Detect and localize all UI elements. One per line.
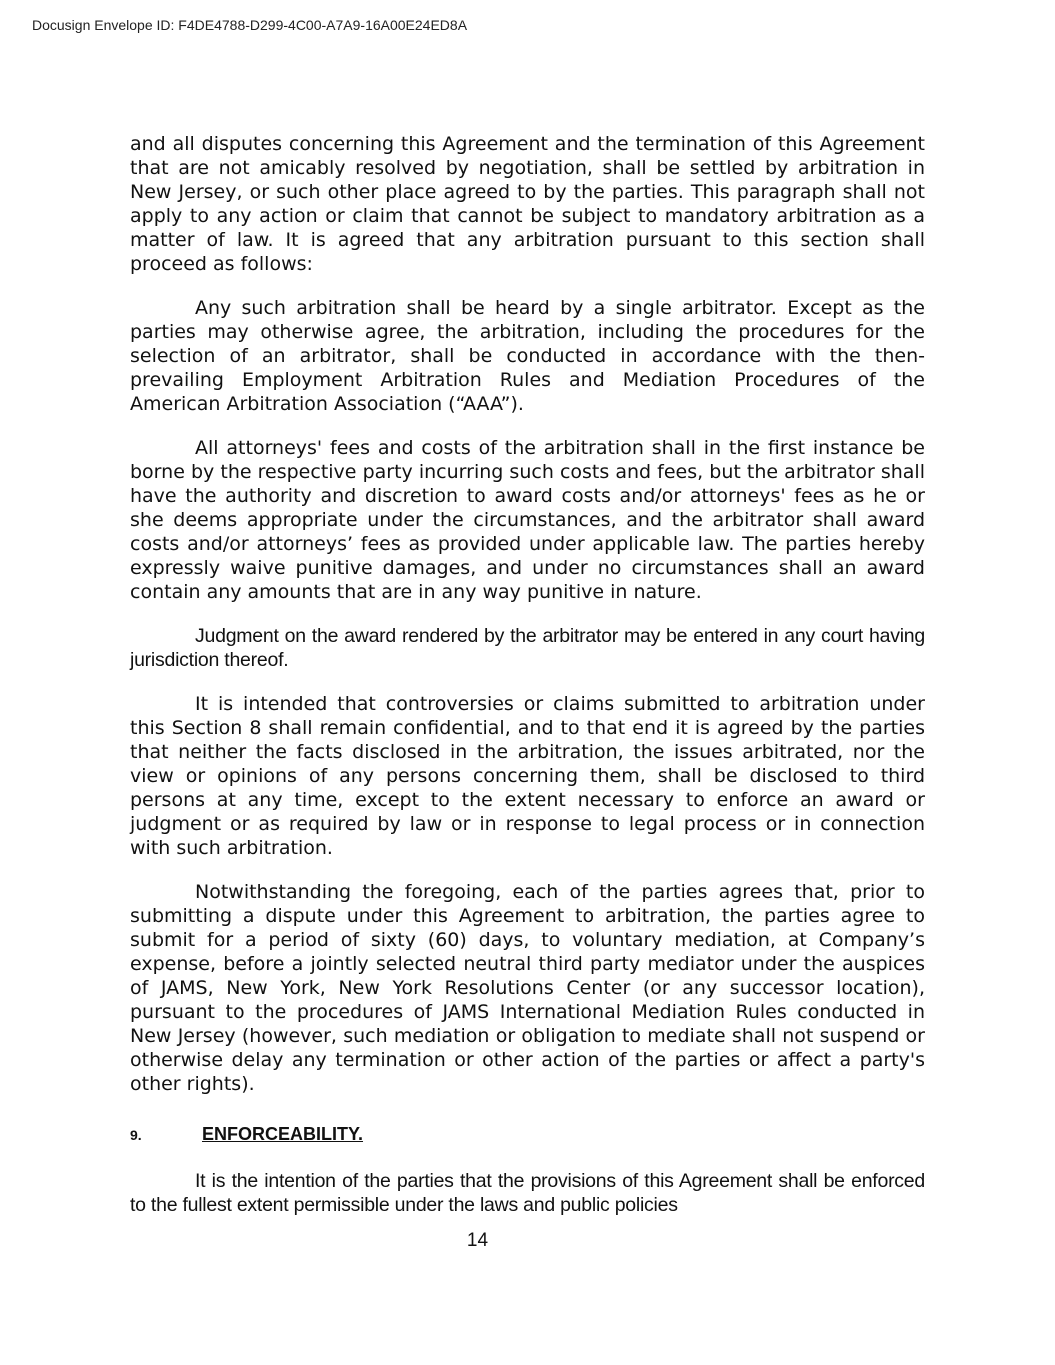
section-number: 9. [130, 1127, 142, 1143]
page-number: 14 [466, 1230, 489, 1251]
section-heading [130, 1122, 925, 1147]
confidentiality-paragraph: It is intended that controversies or claims submitted to arbitration under this Section 8 shall remain confidential, and to that end it is agreed by the parties that neither the facts disclosed in the arbitration, the issues arbitrated, nor the view or opinions of any persons concerning them, shall be disclosed to third persons at any time, except to the extent necessary to enforce an award or judgment or as required by law or in response to legal process or in connection with such arbitration. [130, 693, 925, 859]
single-arbitrator-paragraph: Any such arbitration shall be heard by a single arbitrator. Except as the parties may otherwise agree, the arbitration, including the procedures for the selection of an arbitrator, shall be conducted in accordance with the then-prevailing Employment Arbitration Rules and Mediation Procedures of the American Arbitration Association (“AAA”). [130, 297, 925, 415]
section-title: ENFORCEABILITY. [202, 1124, 364, 1144]
enforceability-paragraph: It is the intention of the parties that the provisions of this Agreement shall be enforced to the fullest extent permissible under the laws and public policies [130, 1170, 925, 1216]
mediation-paragraph: Notwithstanding the foregoing, each of the parties agrees that, prior to submitting a dispute under this Agreement to arbitration, the parties agree to submit for a period of sixty (60) days, to voluntary mediation, at Company’s expense, before a jointly selected neutral third party mediator under the auspices of JAMS, New York, New York Resolutions Center (or any successor location), pursuant to the procedures of JAMS International Mediation Rules conducted in New Jersey (however, such mediation or obligation to mediate shall not suspend or otherwise delay any termination or other action of the parties or affect a party's other rights). [130, 881, 925, 1095]
fees-and-costs-paragraph: All attorneys' fees and costs of the arbitration shall in the first instance be borne by the respective party incurring such costs and fees, but the arbitrator shall have the authority and discretion to award costs and/or attorneys' fees as he or she deems appropriate under the circumstances, and the arbitrator shall award costs and/or attorneys’ fees as provided under applicable law. The parties hereby expressly waive punitive damages, and under no circumstances shall an award contain any amounts that are in any way punitive in nature. [130, 437, 925, 603]
arbitration-intro-paragraph: and all disputes concerning this Agreement and the termination of this Agreement that are not amicably resolved by negotiation, shall be settled by arbitration in New Jersey, or such other place agreed to by the parties. This paragraph shall not apply to any action or claim that cannot be subject to mandatory arbitration as a matter of law. It is agreed that any arbitration pursuant to this section shall proceed as follows: [130, 133, 925, 275]
document-body [130, 132, 925, 1237]
judgment-paragraph: Judgment on the award rendered by the arbitrator may be entered in any court having jurisdiction thereof. [130, 625, 925, 671]
docusign-envelope-id: Docusign Envelope ID: F4DE4788-D299-4C00-A7A9-16A00E24ED8A [32, 17, 468, 33]
